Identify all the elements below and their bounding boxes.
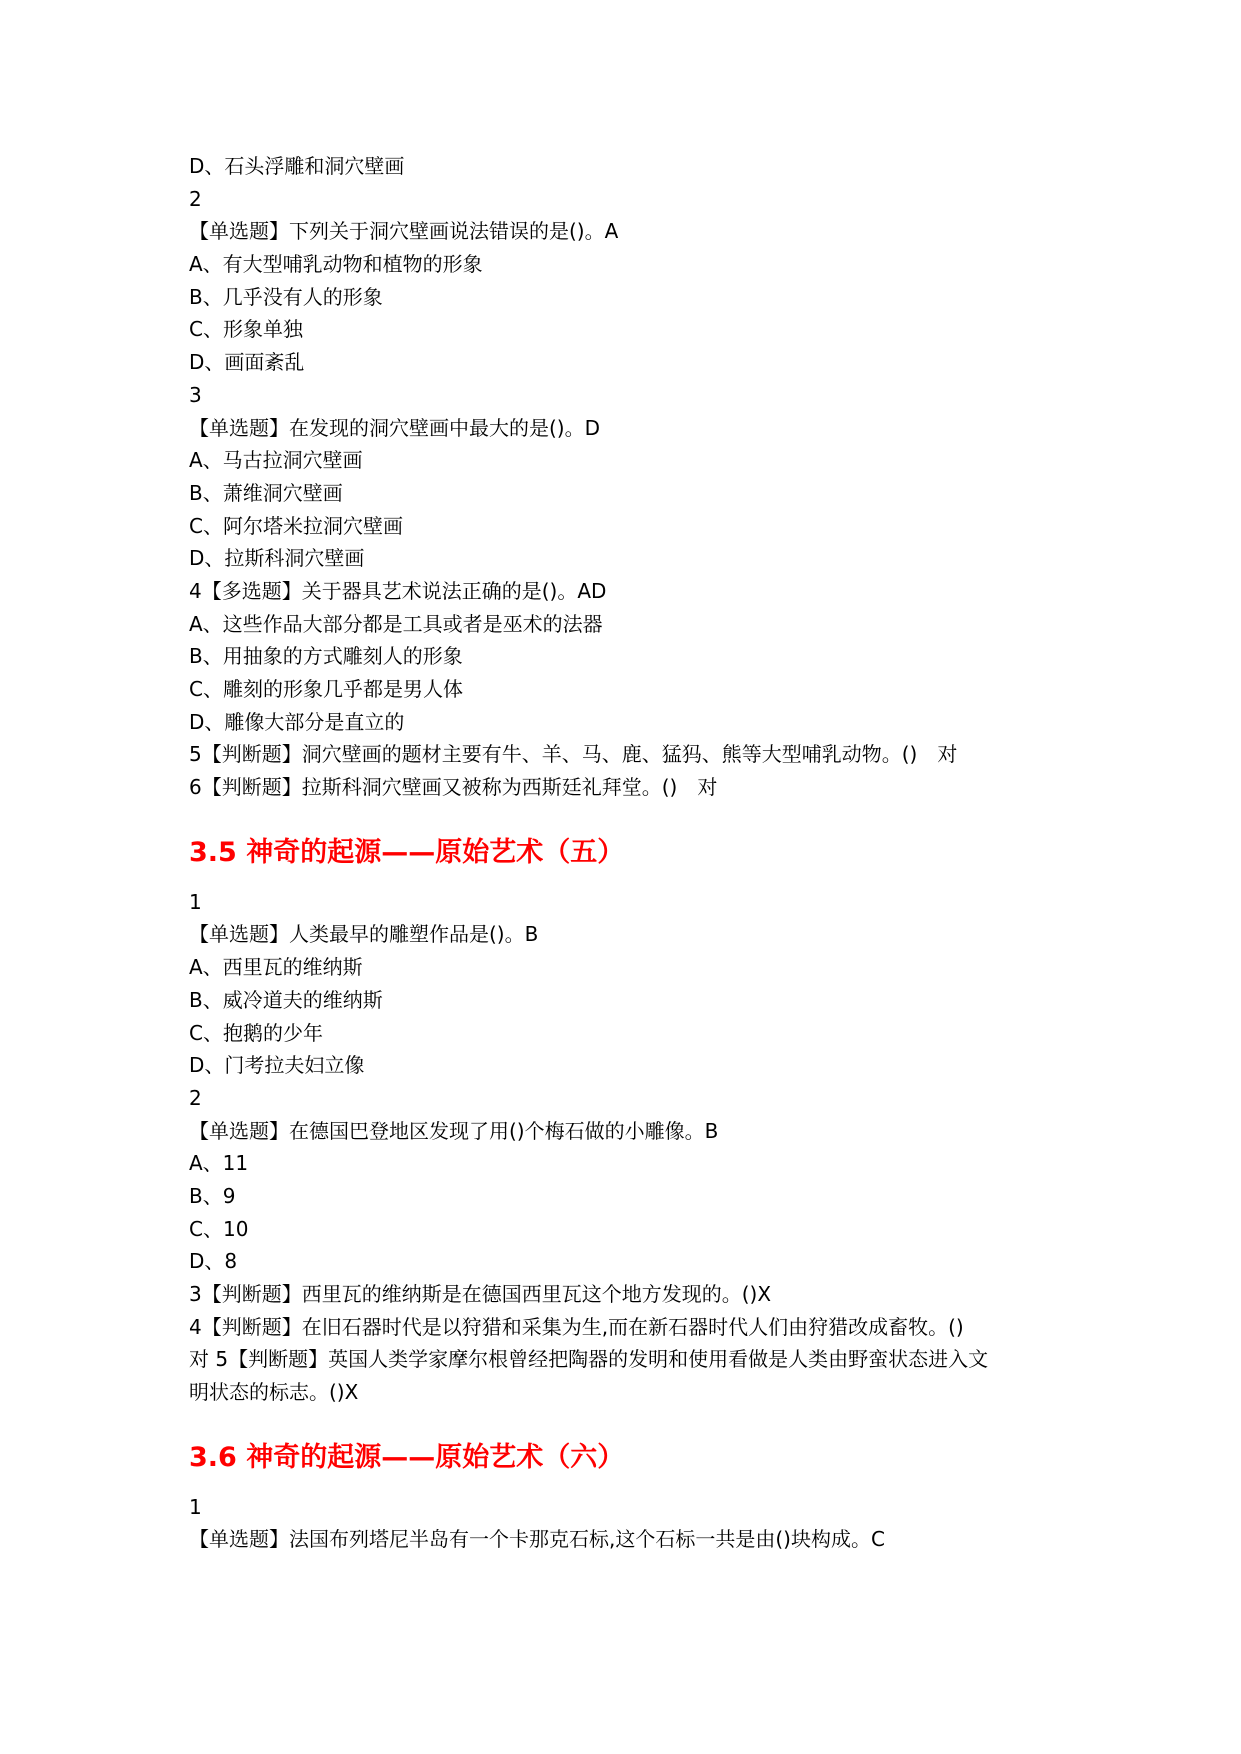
text-line: 【单选题】人类最早的雕塑作品是()。B (189, 922, 539, 947)
section-heading-3-6: 3.6 神奇的起源——原始艺术（六） (189, 1441, 625, 1473)
text-line: 1 (189, 889, 202, 914)
text-line: 2 (189, 186, 202, 211)
text-line: D、画面紊乱 (189, 350, 305, 375)
text-line: 3【判断题】西里瓦的维纳斯是在德国西里瓦这个地方发现的。()X (189, 1282, 772, 1306)
text-line: B、几乎没有人的形象 (189, 284, 383, 309)
text-line: B、威冷道夫的维纳斯 (189, 987, 383, 1012)
text-line: 【单选题】下列关于洞穴壁画说法错误的是()。A (189, 219, 619, 244)
text-line: 【单选题】法国布列塔尼半岛有一个卡那克石标,这个石标一共是由()块构成。C (189, 1527, 885, 1552)
text-line: A、有大型哺乳动物和植物的形象 (189, 252, 483, 277)
text-line: A、西里瓦的维纳斯 (189, 955, 363, 980)
text-line: D、拉斯科洞穴壁画 (189, 546, 365, 571)
text-line: 【单选题】在发现的洞穴壁画中最大的是()。D (189, 415, 601, 440)
question-block (189, 1491, 1069, 1556)
text-line: D、8 (189, 1249, 238, 1274)
text-line: C、抱鹅的少年 (189, 1020, 323, 1045)
question-block (189, 886, 1069, 1409)
text-line: B、9 (189, 1183, 236, 1208)
text-line: 6【判断题】拉斯科洞穴壁画又被称为西斯廷礼拜堂。() 对 (189, 775, 718, 800)
text-line: D、雕像大部分是直立的 (189, 709, 405, 734)
text-line: C、雕刻的形象几乎都是男人体 (189, 677, 463, 701)
text-line: D、石头浮雕和洞穴壁画 (189, 154, 405, 178)
text-line: B、用抽象的方式雕刻人的形象 (189, 644, 463, 669)
text-line: C、阿尔塔米拉洞穴壁画 (189, 513, 403, 538)
question-block (189, 150, 1069, 804)
text-line: 对 5【判断题】英国人类学家摩尔根曾经把陶器的发明和使用看做是人类由野蛮状态进入文 (189, 1347, 989, 1372)
text-line: 4【多选题】关于器具艺术说法正确的是()。AD (189, 578, 607, 603)
text-line: C、形象单独 (189, 317, 303, 342)
text-line: 2 (189, 1085, 202, 1110)
text-line: B、萧维洞穴壁画 (189, 480, 343, 505)
text-line: D、门考拉夫妇立像 (189, 1053, 365, 1078)
text-line: A、马古拉洞穴壁画 (189, 448, 363, 473)
text-line: C、10 (189, 1216, 249, 1241)
text-line: 1 (189, 1494, 202, 1519)
text-line: 3 (189, 382, 202, 407)
section-heading-3-5: 3.5 神奇的起源——原始艺术（五） (189, 836, 625, 868)
text-line: 明状态的标志。()X (189, 1380, 359, 1405)
text-line: 5【判断题】洞穴壁画的题材主要有牛、羊、马、鹿、猛犸、熊等大型哺乳动物。() 对 (189, 742, 958, 767)
document-page (189, 150, 1069, 1556)
text-line: 【单选题】在德国巴登地区发现了用()个梅石做的小雕像。B (189, 1118, 719, 1143)
text-line: 4【判断题】在旧石器时代是以狩猎和采集为生,而在新石器时代人们由狩猎改成畜牧。() (189, 1314, 964, 1339)
text-line: A、11 (189, 1151, 249, 1176)
text-line: A、这些作品大部分都是工具或者是巫术的法器 (189, 611, 603, 636)
